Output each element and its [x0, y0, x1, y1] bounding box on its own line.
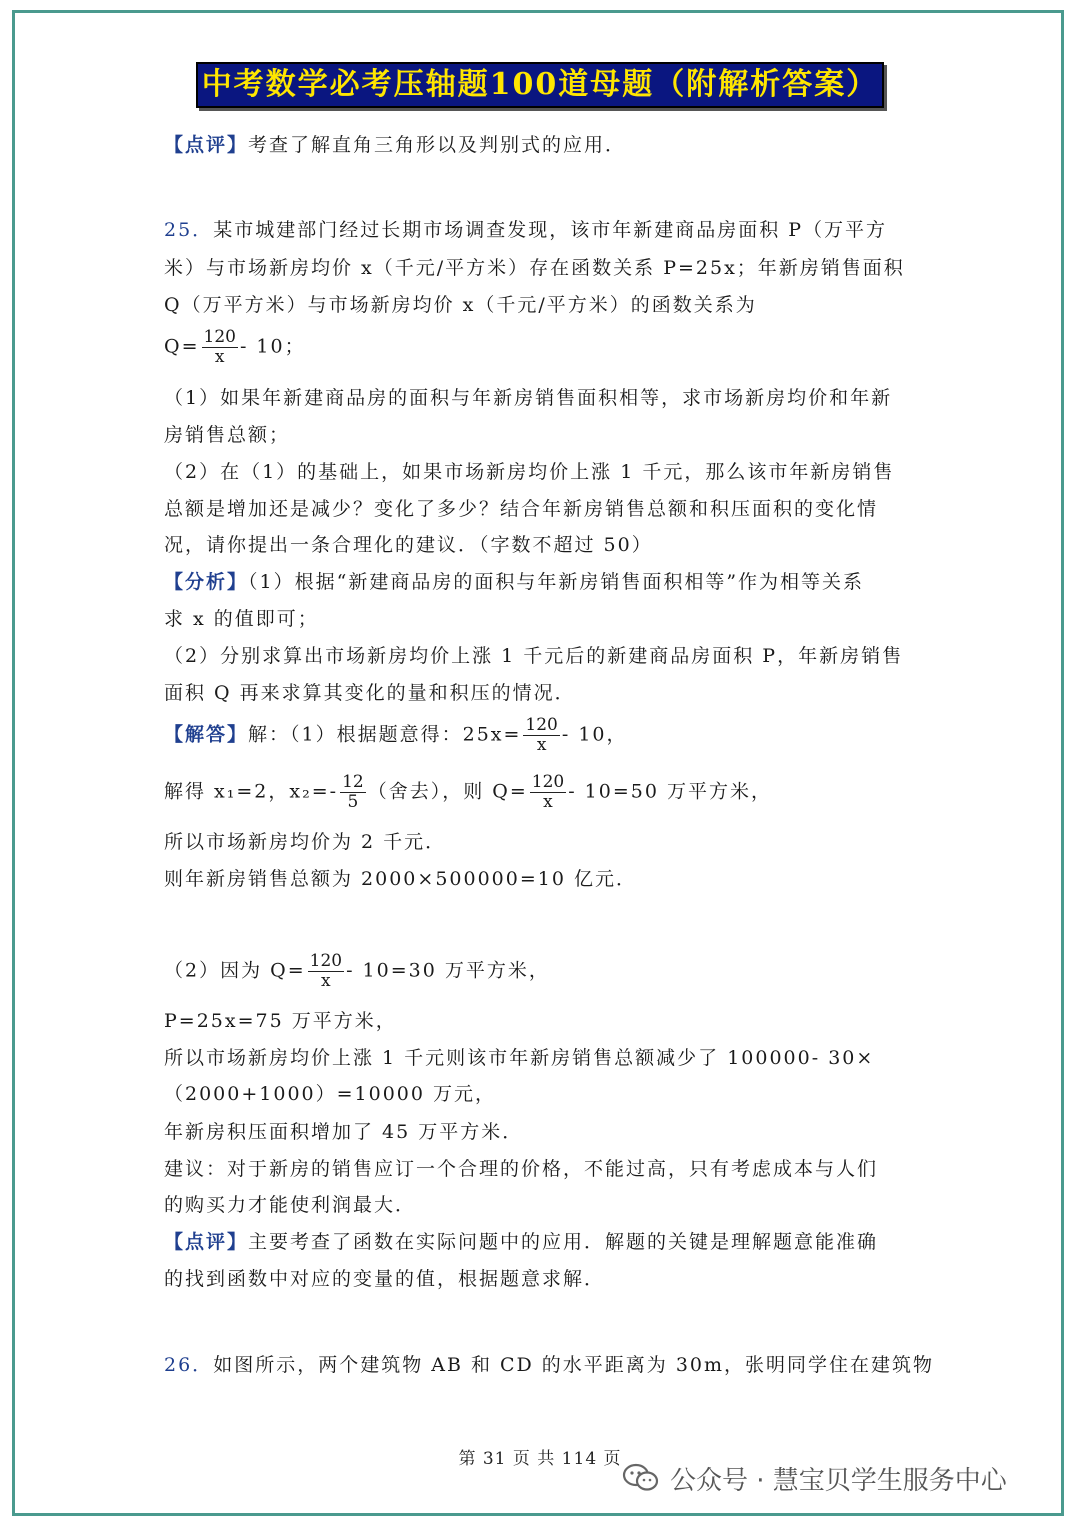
- answer-line-2: [164, 773, 772, 812]
- wechat-icon: [622, 1463, 660, 1493]
- analysis-text: （1）根据“新建商品房的面积与年新房销售面积相等”作为相等关系: [248, 571, 865, 593]
- question-text: 某市城建部门经过长期市场调查发现，该市年新建商品房面积 P（万平方: [213, 219, 888, 241]
- review-tag: 【点评】: [164, 1231, 249, 1253]
- answer-text: - 10=50 万平方米，: [568, 780, 772, 803]
- formula-suffix: - 10；: [239, 335, 306, 358]
- answer-line-4: 则年新房销售总额为 2000×500000=10 亿元．: [164, 868, 637, 890]
- q25-part1-line-1: （1）如果年新建商品房的面积与年新房销售面积相等，求市场新房均价和年新: [164, 387, 893, 409]
- question-number: 26．: [164, 1354, 214, 1376]
- answer-text: （舍去），则 Q=: [367, 780, 528, 803]
- review-text: 考查了解直角三角形以及判别式的应用．: [248, 134, 627, 156]
- q25-part2-line-1: （2）在（1）的基础上，如果市场新房均价上涨 1 千元，那么该市年新房销售: [164, 461, 895, 483]
- answer-text: 解得 x₁=2，x₂=-: [164, 780, 339, 803]
- answer-part2-line-7: 的购买力才能使利润最大．: [164, 1194, 417, 1216]
- formula-prefix: Q=: [164, 335, 200, 358]
- q25-line-1: [164, 217, 887, 243]
- answer-part2-line-3: 所以市场新房均价上涨 1 千元则该市年新房销售总额减少了 100000- 30×: [164, 1047, 875, 1069]
- numerator: 120: [531, 772, 565, 792]
- review-tag: 【点评】: [164, 134, 249, 156]
- denominator: x: [543, 792, 553, 812]
- q25-part1-line-2: 房销售总额；: [164, 424, 291, 446]
- answer-part2-line-4: （2000+1000）=10000 万元，: [164, 1083, 497, 1105]
- watermark-text: 公众号 · 慧宝贝学生服务中心: [670, 1465, 1007, 1496]
- denominator: x: [321, 971, 331, 991]
- q26-line-1: [164, 1352, 934, 1378]
- fraction: [340, 773, 366, 812]
- analysis-line-3: （2）分别求算出市场新房均价上涨 1 千元后的新建商品房面积 P，年新房销售: [164, 645, 904, 667]
- review-line: [164, 132, 626, 158]
- q25-line-3: Q（万平方米）与市场新房均价 x（千元/平方米）的函数关系为: [164, 294, 757, 316]
- answer-text: - 10，: [561, 723, 628, 746]
- numerator: 120: [525, 715, 558, 735]
- denominator: 5: [347, 792, 359, 812]
- denominator: x: [214, 347, 225, 367]
- q25-line-2: 米）与市场新房均价 x（千元/平方米）存在函数关系 P=25x；年新房销售面积: [164, 257, 905, 279]
- denominator: x: [536, 735, 547, 755]
- answer-part2-line-2: P=25x=75 万平方米，: [164, 1010, 397, 1032]
- q25-part2-line-3: 况，请你提出一条合理化的建议．（字数不超过 50）: [164, 534, 653, 556]
- answer-tag: 【解答】: [164, 723, 249, 746]
- analysis-line-4: 面积 Q 再来求算其变化的量和积压的情况．: [164, 682, 576, 704]
- fraction: [530, 773, 566, 812]
- fraction: [308, 952, 344, 991]
- question-text: 如图所示，两个建筑物 AB 和 CD 的水平距离为 30m，张明同学住在建筑物: [213, 1354, 935, 1376]
- question-number: 25．: [164, 219, 214, 241]
- fraction: [523, 716, 559, 755]
- q25-part2-line-2: 总额是增加还是减少？变化了多少？结合年新房销售总额和积压面积的变化情: [164, 498, 879, 520]
- review2-line-1: [164, 1229, 878, 1255]
- answer-line-1: [164, 716, 628, 755]
- document-title-banner: 中考数学必考压轴题100道母题（附解析答案）: [196, 62, 884, 108]
- answer-text: 解：（1）根据题意得：25x=: [248, 723, 522, 746]
- q25-formula: [164, 328, 306, 367]
- wechat-watermark: [622, 1458, 1007, 1498]
- answer-line-3: 所以市场新房均价为 2 千元．: [164, 831, 447, 853]
- answer-part2-line-5: 年新房积压面积增加了 45 万平方米．: [164, 1121, 524, 1143]
- numerator: 12: [342, 772, 364, 792]
- answer-part2-line-1: [164, 952, 550, 991]
- page-number-footer: 第 31 页 共 114 页: [458, 1449, 622, 1469]
- numerator: 120: [309, 951, 343, 971]
- answer-part2-line-6: 建议：对于新房的销售应订一个合理的价格，不能过高，只有考虑成本与人们: [164, 1158, 879, 1180]
- answer-text: - 10=30 万平方米，: [346, 959, 550, 982]
- analysis-tag: 【分析】: [164, 571, 249, 593]
- fraction: [202, 328, 238, 367]
- answer-text: （2）因为 Q=: [164, 959, 306, 982]
- analysis-line-1: [164, 569, 864, 595]
- review-text: 主要考查了函数在实际问题中的应用．解题的关键是理解题意能准确: [248, 1231, 879, 1253]
- numerator: 120: [203, 327, 236, 347]
- analysis-line-2: 求 x 的值即可；: [164, 608, 319, 630]
- review2-line-2: 的找到函数中对应的变量的值，根据题意求解．: [164, 1268, 606, 1290]
